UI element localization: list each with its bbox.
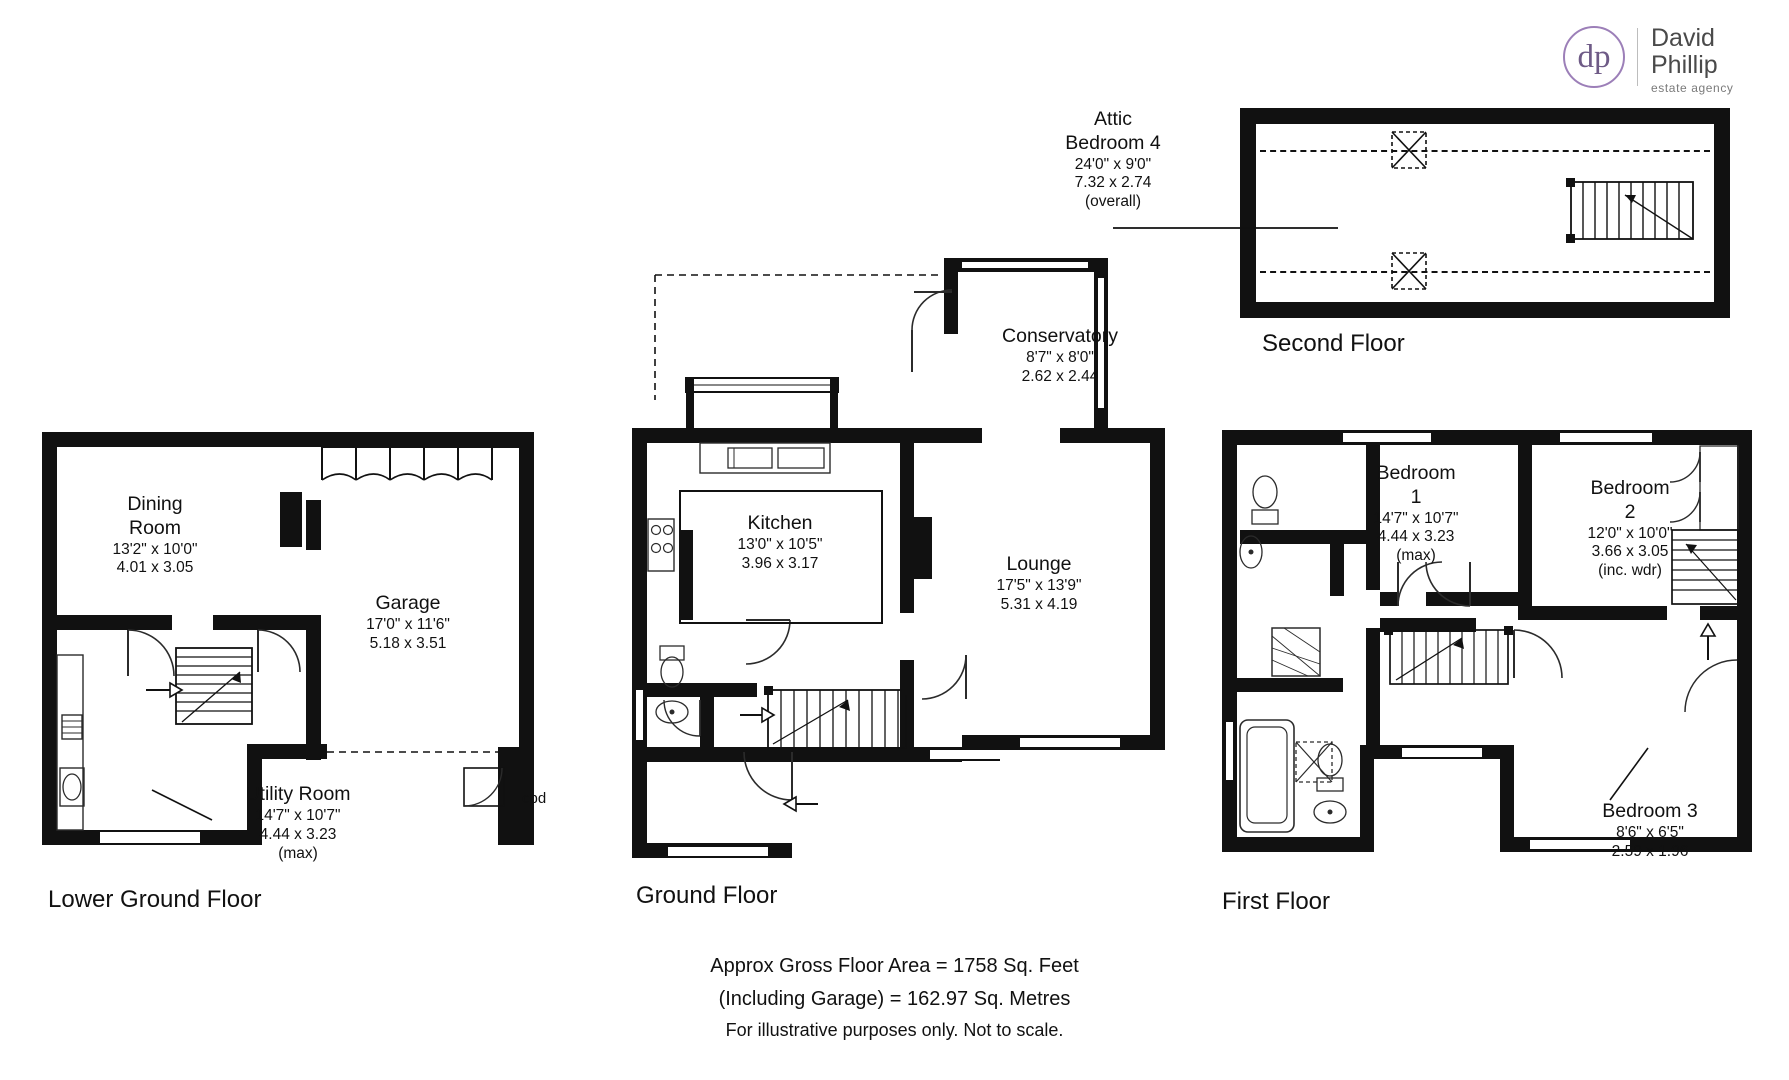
- footer-notes: [0, 950, 1789, 1046]
- window-bathroom: [1224, 722, 1235, 780]
- logo-divider: [1637, 28, 1638, 86]
- wall-conservatory-left: [944, 258, 958, 334]
- wall-bottom: [1240, 302, 1730, 318]
- footer-disclaimer: For illustrative purposes only. Not to scale.: [725, 1020, 1064, 1040]
- room-label-bedroom-1: Bedroom 1 14'7" x 10'7" 4.44 x 3.23 (max): [1373, 462, 1459, 565]
- logo-tagline: estate agency: [1651, 81, 1734, 95]
- window-bedroom2: [1560, 431, 1652, 444]
- wall-top: [1222, 430, 1752, 445]
- wall-right: [1737, 430, 1752, 852]
- eaves-line-lower: [1260, 271, 1710, 273]
- wall-garage-right: [519, 432, 534, 762]
- wall-right: [1150, 428, 1165, 750]
- wall-dining-right-b: [306, 500, 321, 550]
- door-pier-dining: [280, 492, 302, 547]
- logo-name-line2: Phillip: [1651, 51, 1718, 79]
- label-cupboard: cpd: [522, 790, 547, 807]
- brand-logo: [1563, 18, 1769, 98]
- window-lounge-bottom-2: [1020, 736, 1120, 749]
- window-utility: [100, 830, 200, 845]
- wall-left: [1222, 430, 1237, 852]
- wall-left: [1240, 108, 1256, 318]
- wall-top: [1240, 108, 1730, 124]
- window-bedroom1: [1343, 431, 1431, 444]
- pier-bed1: [1380, 592, 1398, 606]
- footer-garage-line: (Including Garage) = 162.97 Sq. Metres: [718, 988, 1071, 1010]
- wall-landing-left: [1366, 628, 1380, 746]
- wall-porch-pier: [778, 843, 792, 858]
- wall-bed1-bottom: [1426, 592, 1526, 606]
- logo-monogram: dp: [1577, 39, 1611, 75]
- wall-bottom-left: [1222, 837, 1372, 852]
- window-wc: [634, 690, 645, 740]
- wall-right: [1714, 108, 1730, 318]
- window-lounge-bottom-1: [930, 748, 1000, 761]
- room-label-dining-room: Dining Room 13'2" x 10'0" 4.01 x 3.05: [112, 493, 198, 577]
- eaves-line-upper: [1260, 150, 1710, 152]
- logo-name-line1: David: [1651, 24, 1715, 52]
- room-label-bedroom-3: Bedroom 3 8'6" x 6'5" 2.59 x 1.96: [1602, 800, 1698, 860]
- floor-title-ground: Ground Floor: [636, 882, 778, 909]
- footer-area-line: Approx Gross Floor Area = 1758 Sq. Feet: [710, 955, 1079, 977]
- room-label-bedroom-2: Bedroom 2 12'0" x 10'0" 3.66 x 3.05 (inc. wdr): [1587, 477, 1673, 580]
- wall-top-left: [632, 428, 982, 443]
- floor-title-second: Second Floor: [1262, 330, 1405, 357]
- wall-lounge-left-lower: [900, 660, 914, 750]
- window-conservatory-top: [962, 260, 1088, 270]
- room-label-utility-room: Utility Room 14'7" x 10'7" 4.44 x 3.23 (max): [245, 783, 351, 862]
- window-landing: [1402, 746, 1482, 759]
- room-label-garage: Garage 17'0" x 11'6" 5.18 x 3.51: [366, 592, 450, 652]
- floor-title-first: First Floor: [1222, 888, 1330, 915]
- room-label-lounge: Lounge 17'5" x 13'9" 5.31 x 4.19: [996, 553, 1082, 613]
- wall-landing-top: [1380, 618, 1476, 632]
- window-front: [668, 845, 768, 858]
- wall-bed3-left: [1500, 745, 1514, 852]
- wall-lounge-left-upper: [900, 443, 914, 613]
- wall-utility-top: [42, 615, 172, 630]
- wall-bed2-bottom-right: [1700, 606, 1752, 620]
- floor-title-lower-ground: Lower Ground Floor: [48, 886, 262, 913]
- room-label-conservatory: Conservatory 8'7" x 8'0" 2.62 x 2.44: [1002, 325, 1118, 385]
- wall-bath-lower: [1237, 678, 1343, 692]
- wall-wc-right: [700, 683, 714, 747]
- room-label-kitchen: Kitchen 13'0" x 10'5" 3.96 x 3.17: [737, 512, 823, 572]
- wall-hall-top: [213, 615, 321, 630]
- pier-lounge: [914, 517, 932, 579]
- wall-top: [42, 432, 534, 447]
- wall-bath-right-lower: [1360, 745, 1374, 852]
- wall-bed2-bottom: [1532, 606, 1667, 620]
- wall-left: [42, 432, 57, 845]
- room-label-attic-bedroom-4: Attic Bedroom 4 24'0" x 9'0" 7.32 x 2.74 (overall): [1065, 108, 1161, 211]
- wall-left: [632, 428, 647, 858]
